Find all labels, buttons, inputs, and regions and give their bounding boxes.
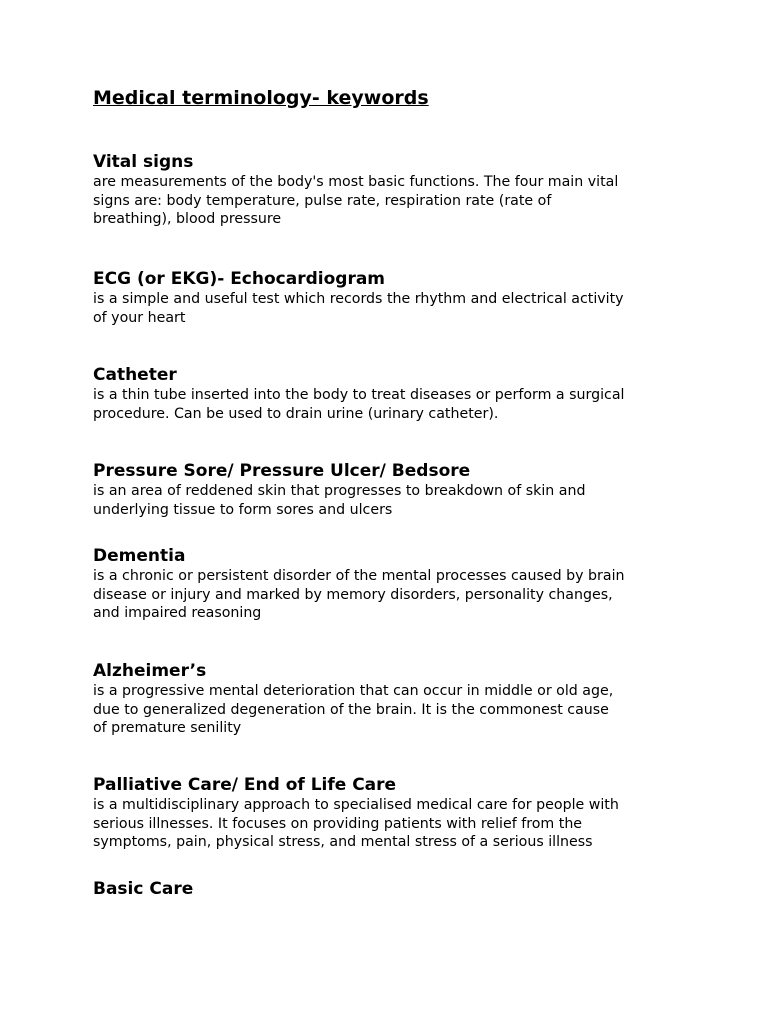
term-definition: is an area of reddened skin that progresses to breakdown of skin and underlying tissue to form sores and ulcers bbox=[93, 483, 586, 518]
entry-alzheimers bbox=[93, 660, 693, 738]
term-definition: is a multidisciplinary approach to specialised medical care for people with serious illnesses. It focuses on providing patients with relief from the symptoms, pain, physical stress, and mental stress of a serious illness bbox=[93, 797, 619, 850]
term-heading: Pressure Sore/ Pressure Ulcer/ Bedsore bbox=[93, 461, 471, 481]
term-definition: is a progressive mental deterioration that can occur in middle or old age, due to generalized degeneration of the brain. It is the commonest cause of premature senility bbox=[93, 683, 614, 736]
term-heading: Catheter bbox=[93, 365, 177, 385]
term-heading: Alzheimer’s bbox=[93, 661, 207, 681]
term-heading: Dementia bbox=[93, 546, 186, 566]
term-heading: Palliative Care/ End of Life Care bbox=[93, 775, 397, 795]
term-definition: is a simple and useful test which records the rhythm and electrical activity of your heart bbox=[93, 291, 624, 326]
entry-basic-care bbox=[93, 878, 693, 900]
term-heading: ECG (or EKG)- Echocardiogram bbox=[93, 269, 386, 289]
term-definition: are measurements of the body's most basic functions. The four main vital signs are: body temperature, pulse rate, respiration rate (rate of breathing), blood pressure bbox=[93, 174, 619, 227]
entry-pressure-sore bbox=[93, 460, 693, 519]
entry-palliative-care bbox=[93, 774, 693, 852]
entry-ecg bbox=[93, 268, 693, 327]
term-definition: is a thin tube inserted into the body to treat diseases or perform a surgical procedure. Can be used to drain urine (urinary catheter). bbox=[93, 387, 625, 422]
term-heading: Basic Care bbox=[93, 879, 194, 899]
entry-dementia bbox=[93, 545, 693, 623]
document-title: Medical terminology- keywords bbox=[93, 87, 429, 109]
term-heading: Vital signs bbox=[93, 152, 194, 172]
term-definition: is a chronic or persistent disorder of the mental processes caused by brain disease or injury and marked by memory disorders, personality changes, and impaired reasoning bbox=[93, 568, 625, 621]
entry-catheter bbox=[93, 364, 693, 423]
entry-vital-signs bbox=[93, 151, 693, 229]
